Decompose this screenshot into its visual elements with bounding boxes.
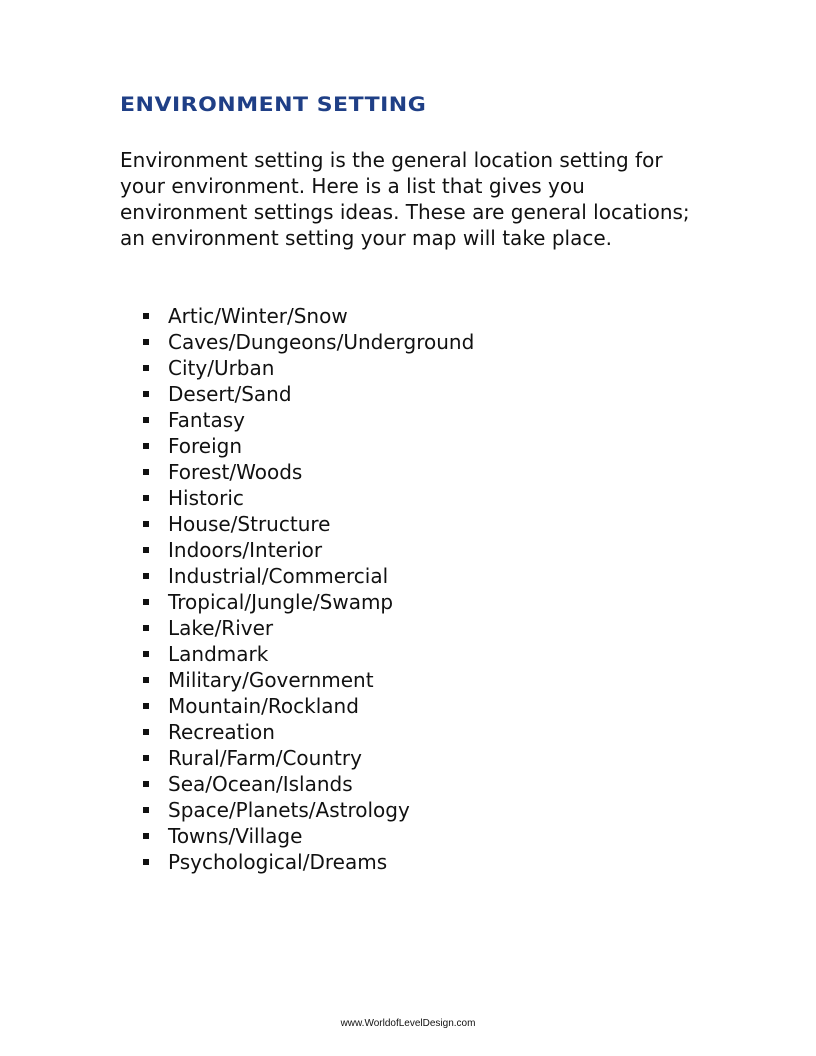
list-item-label: Desert/Sand [168,382,292,406]
list-item [140,329,474,355]
square-bullet-icon [143,729,149,735]
list-item [140,797,474,823]
list-item-label: Artic/Winter/Snow [168,304,348,328]
list-item [140,407,474,433]
list-item-label: Historic [168,486,244,510]
square-bullet-icon [143,755,149,761]
section-heading: ENVIRONMENT SETTING [120,94,427,117]
square-bullet-icon [143,443,149,449]
environment-settings-list [140,303,474,875]
list-item-label: Forest/Woods [168,460,303,484]
list-item [140,459,474,485]
list-item-label: Military/Government [168,668,374,692]
square-bullet-icon [143,781,149,787]
square-bullet-icon [143,859,149,865]
square-bullet-icon [143,365,149,371]
list-item-label: Fantasy [168,408,245,432]
list-item [140,589,474,615]
intro-paragraph: Environment setting is the general location setting for your environment. Here is a list that gives you environment settings ideas. These are general locations; an environment setting your map will take place. [120,148,690,250]
list-item [140,563,474,589]
list-item [140,667,474,693]
list-item-label: Indoors/Interior [168,538,323,562]
list-item [140,355,474,381]
square-bullet-icon [143,625,149,631]
list-item [140,693,474,719]
list-item [140,745,474,771]
list-item [140,615,474,641]
square-bullet-icon [143,807,149,813]
list-item-label: Towns/Village [168,824,303,848]
square-bullet-icon [143,573,149,579]
square-bullet-icon [143,469,149,475]
list-item-label: Space/Planets/Astrology [168,798,410,822]
list-item-label: Psychological/Dreams [168,850,388,874]
list-item-label: Industrial/Commercial [168,564,389,588]
square-bullet-icon [143,677,149,683]
list-item [140,823,474,849]
list-item-label: Lake/River [168,616,274,640]
footer-url: www.WorldofLevelDesign.com [340,1018,476,1029]
list-item [140,433,474,459]
list-item-label: Mountain/Rockland [168,694,359,718]
list-item [140,771,474,797]
list-item [140,719,474,745]
list-item [140,303,474,329]
square-bullet-icon [143,521,149,527]
square-bullet-icon [143,495,149,501]
list-item-label: House/Structure [168,512,331,536]
list-item-label: Caves/Dungeons/Underground [168,330,475,354]
list-item [140,511,474,537]
square-bullet-icon [143,547,149,553]
list-item-label: Landmark [168,642,269,666]
list-item [140,537,474,563]
square-bullet-icon [143,339,149,345]
square-bullet-icon [143,651,149,657]
list-item-label: Rural/Farm/Country [168,746,362,770]
square-bullet-icon [143,417,149,423]
square-bullet-icon [143,599,149,605]
list-item [140,381,474,407]
list-item-label: Sea/Ocean/Islands [168,772,353,796]
list-item [140,641,474,667]
list-item-label: Recreation [168,720,275,744]
list-item-label: Foreign [168,434,243,458]
square-bullet-icon [143,391,149,397]
list-item [140,849,474,875]
list-item-label: City/Urban [168,356,275,380]
square-bullet-icon [143,313,149,319]
square-bullet-icon [143,833,149,839]
list-item-label: Tropical/Jungle/Swamp [168,590,394,614]
list-item [140,485,474,511]
square-bullet-icon [143,703,149,709]
